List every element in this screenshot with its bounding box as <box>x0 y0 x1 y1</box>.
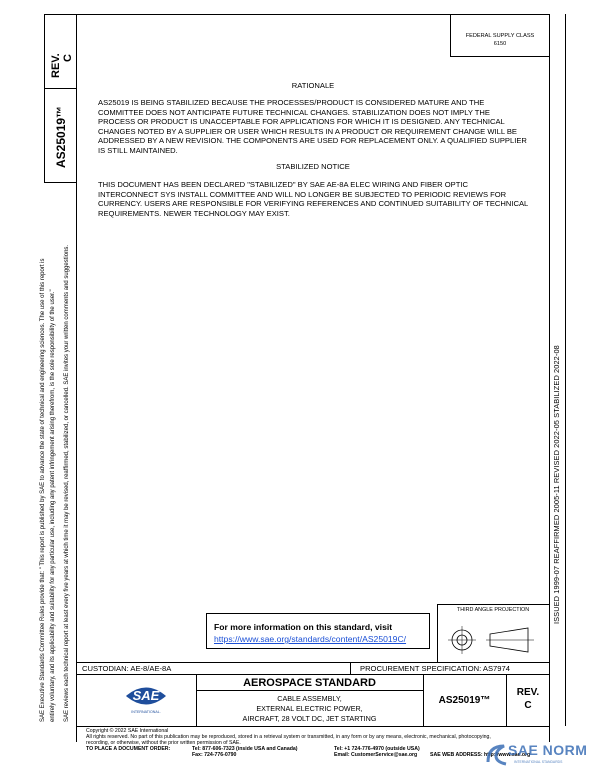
stabilized-heading: STABILIZED NOTICE <box>276 162 350 171</box>
watermark-text: SAE NORM <box>508 742 588 758</box>
fsc-box-bottom <box>450 56 550 57</box>
sae-rules-text-1: SAE Executive Standards Committee Rules provide that: " This report is published by SAE to advance the state of technical and engineering sciences. The use of this report is <box>40 258 46 722</box>
watermark-sub: INTERNATIONAL STANDARDS <box>514 760 563 764</box>
tb-row2-line <box>76 674 550 675</box>
stabilized-text: THIS DOCUMENT HAS BEEN DECLARED "STABILIZED" BY SAE AE-8A ELEC WIRING AND FIBER OPTIC INTERCONNECT SYS INSTALL COMMITTEE AND WILL NO LONGER BE SUBJECTED TO PERIODIC REVIEWS FOR CURRENCY. USERS ARE RESPONSIBLE FOR VERIFYING REFERENCES AND CONTINUED SUITABILITY OF TECHNICAL REQUIREMENTS. NEWER TECHNOLOGY MAY EXIST. <box>98 180 528 218</box>
info-box-text: For more information on this standard, visit <box>214 622 393 632</box>
left-box-bottom <box>44 182 76 183</box>
footer-fax: Fax: 724-776-0790 <box>192 752 237 758</box>
info-box-link[interactable]: https://www.sae.org/standards/content/AS25019C/ <box>214 634 407 644</box>
sae-logo <box>124 683 168 717</box>
footer-copyright: Copyright © 2022 SAE International <box>86 728 169 734</box>
sae-logo-text: SAE <box>132 688 160 703</box>
projection-symbol-icon <box>440 618 546 660</box>
tb-rev-label: REV. <box>516 687 540 698</box>
rationale-heading: RATIONALE <box>291 81 335 90</box>
title-line-2: EXTERNAL ELECTRIC POWER, <box>256 704 363 713</box>
info-box <box>206 613 430 649</box>
watermark-swirl-icon <box>484 742 510 768</box>
tb-custodian-divider <box>350 662 351 674</box>
right-history-box-left <box>549 306 550 626</box>
footer-rights: All rights reserved. No part of this publication may be reproduced, stored in a retrieval system or transmitted, in any form or by any means, electronic, mechanical, photocopying, <box>86 734 491 740</box>
tb-top-line <box>76 662 550 663</box>
fsc-value: 6150 <box>493 41 507 47</box>
footer-order-label: TO PLACE A DOCUMENT ORDER: <box>86 746 171 752</box>
custodian: CUSTODIAN: AE-8/AE-8A <box>82 664 172 673</box>
sae-logo-sub: INTERNATIONAL. <box>131 710 161 714</box>
footer-tel-2: Tel: +1 724-776-4970 (outside USA) <box>334 746 420 752</box>
left-box-mid <box>44 88 76 89</box>
left-doc-number: AS25019™ <box>54 105 68 168</box>
sae-rules-text-3: SAE reviews each technical report at least every five years at which time it may be revised, reaffirmed, stabilized, or cancelled. SAE invites your written comments and suggestions. <box>64 244 70 722</box>
sae-norm-watermark <box>484 740 596 774</box>
rationale-text: AS25019 IS BEING STABILIZED BECAUSE THE PROCESSES/PRODUCT IS CONSIDERED MATURE AND THE COMMITTEE DOES NOT ANTICIPATE FUTURE TECHNICAL CHANGES. STABILIZATION DOES NOT IMPLY THE PROCESS OR PRODUCT IS UNACCEPTABLE FOR APPLICATIONS FOR WHICH IT IS DESIGNED. ANY TECHNICAL CHANGES NOTED BY A SUPPLIER OR USER WHICH RESULTS IN A PRODUCT OR REQUIREMENT CHANGE WILL BE ADDRESSED BY A NEW REVISION. THE COMPONENTS ARE USED FOR REPLACEMENT ONLY. A QUALIFIED SUPPLIER IS STILL MAINTAINED. <box>98 98 527 155</box>
title-line-3: AIRCRAFT, 28 VOLT DC, JET STARTING <box>242 714 377 723</box>
frame-left-line <box>76 14 77 742</box>
standard-type: AEROSPACE STANDARD <box>243 677 376 689</box>
procurement-spec: PROCUREMENT SPECIFICATION: AS7974 <box>360 664 510 673</box>
left-box-top <box>44 14 76 15</box>
right-history-box-right <box>565 14 566 726</box>
left-rev-label: REV. <box>50 53 62 78</box>
title-line-1: CABLE ASSEMBLY, <box>277 694 342 703</box>
frame-top-line <box>76 14 550 15</box>
sae-rules-text-2: entirely voluntary, and its applicability and suitability for any particular use, including any patent infringement arising therefrom, is the sole responsibility of the user." <box>50 289 56 722</box>
footer-rights-2: recording, or otherwise, without the prior written permission of SAE. <box>86 740 241 746</box>
left-rev-value: C <box>62 54 74 62</box>
fsc-label: FEDERAL SUPPLY CLASS <box>465 33 535 39</box>
footer-email: Email: CustomerService@sae.org <box>334 752 418 758</box>
frame-bottom-line <box>76 726 550 727</box>
footer-web[interactable]: SAE WEB ADDRESS: http://www.sae.org <box>430 752 531 758</box>
tb-rev-value: C <box>524 700 532 711</box>
tb-doc-number: AS25019™ <box>438 695 491 706</box>
left-box-left <box>44 14 45 182</box>
revision-history: ISSUED 1999-07 REAFFIRMED 2005-11 REVISED 2022-05 STABILIZED 2022-08 <box>552 345 561 624</box>
projection-label: THIRD ANGLE PROJECTION <box>456 607 530 613</box>
tb-standard-underline <box>196 690 423 691</box>
proj-box-top <box>437 604 549 605</box>
footer-tel-1: Tel: 877-606-7323 (inside USA and Canada) <box>192 746 298 752</box>
